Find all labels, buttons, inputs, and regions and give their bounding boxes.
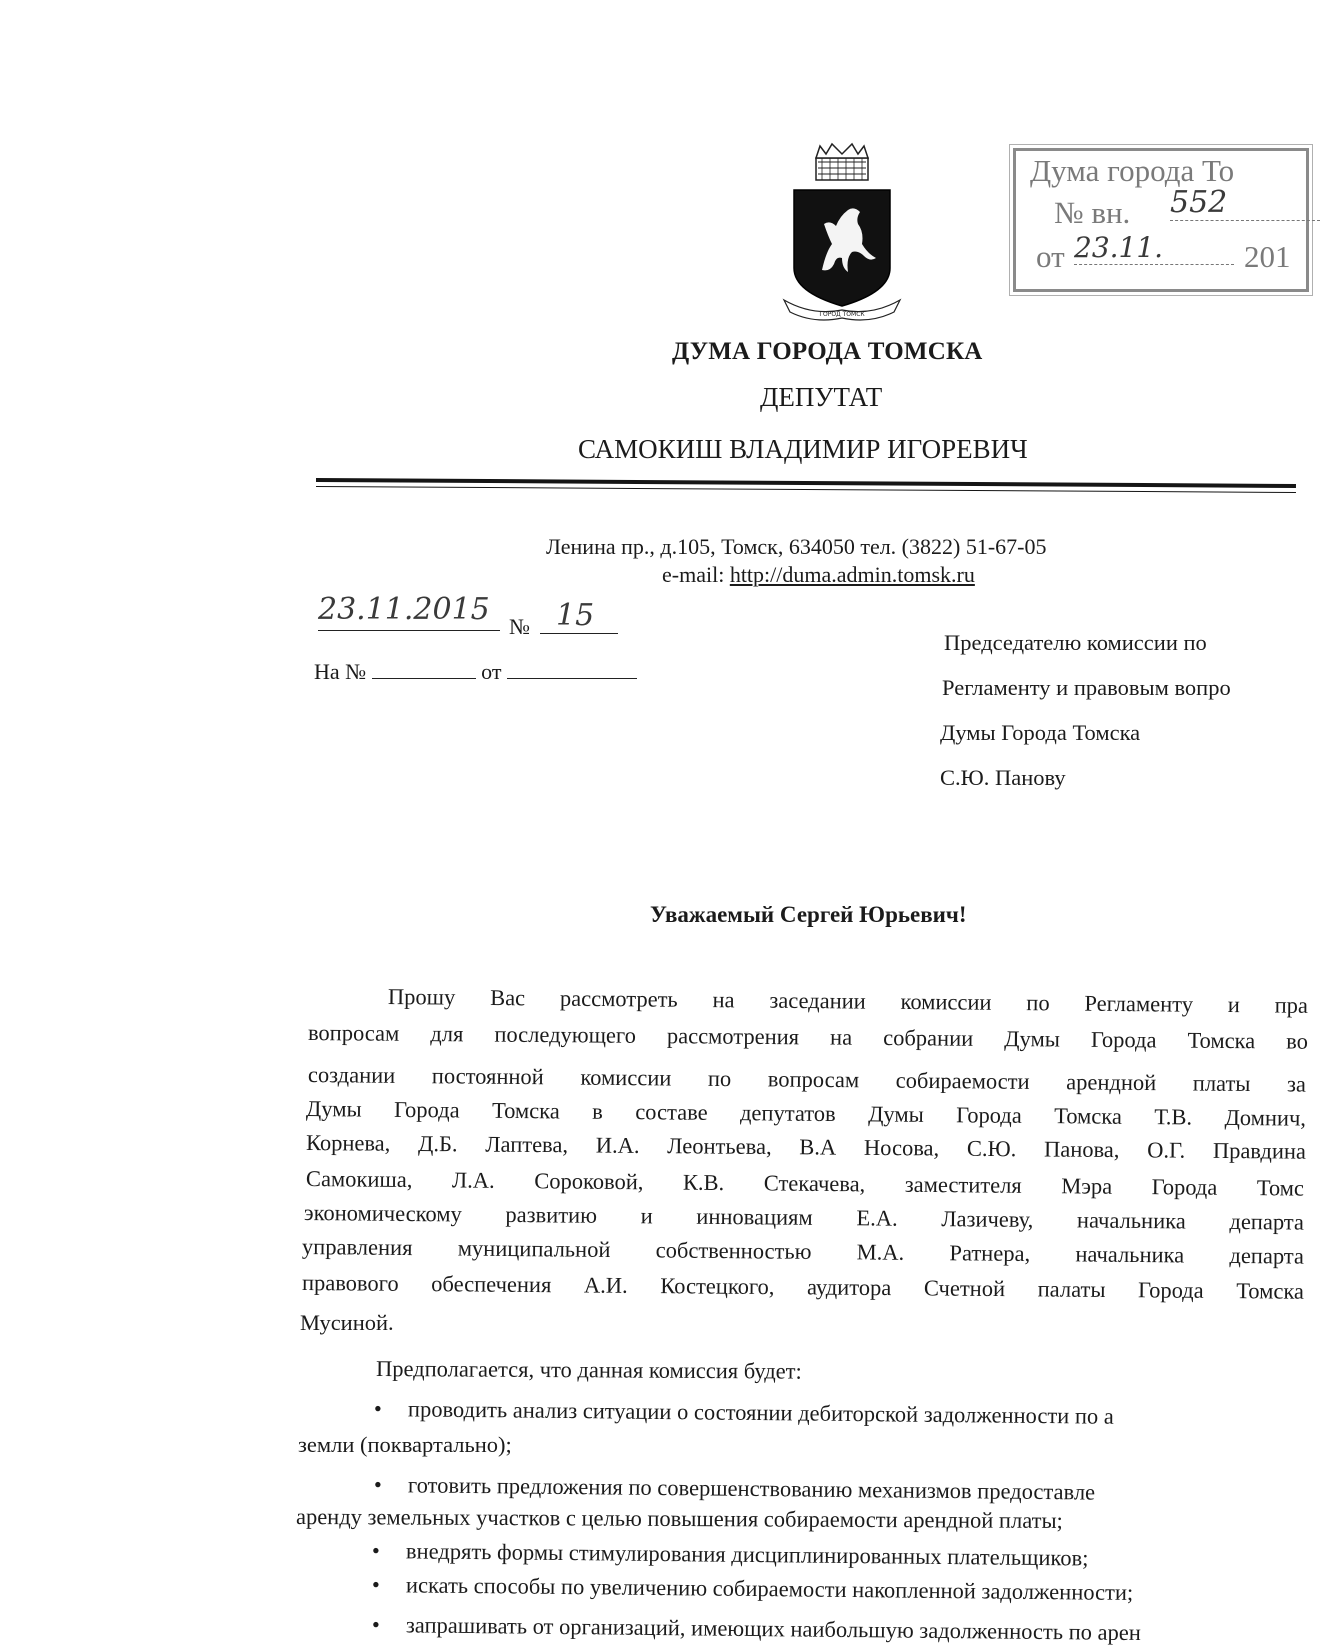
bullet-2-continuation: аренду земельных участков с целью повышения собираемости арендной платы; [295, 1504, 1063, 1534]
reply-label: На № [314, 659, 367, 684]
bullet-dot: • [371, 1572, 381, 1598]
outgoing-number: 15 [540, 598, 618, 634]
deputy-name: САМОКИШ ВЛАДИМИР ИГОРЕВИЧ [578, 434, 1028, 464]
reply-from-label: от [481, 659, 502, 684]
role-title: ДЕПУТАТ [760, 382, 883, 412]
stamp-date-value: 23.11. [1074, 231, 1234, 265]
bullet-1-continuation: земли (поквартально); [298, 1432, 512, 1457]
coat-of-arms [782, 140, 902, 320]
reply-row [314, 658, 637, 685]
stamp-year: 201 [1244, 239, 1291, 274]
bullet-1: • проводить анализ ситуации о состоянии дебиторской задолженности по а [373, 1396, 1114, 1429]
bullet-4: • искать способы по увеличению собираемости накопленной задолженности; [371, 1572, 1134, 1605]
addressee-line-2: Регламенту и правовым вопро [942, 675, 1231, 700]
email-label: e-mail: [662, 562, 725, 587]
bullet-3: • внедрять формы стимулирования дисциплинированных плательщиков; [371, 1538, 1089, 1571]
outgoing-number-sign: № [509, 614, 530, 639]
paragraph1-line-8: управления муниципальной собственностью М.А. Ратнера, начальника департа [301, 1234, 1305, 1269]
bullet-dot: • [373, 1396, 383, 1422]
paragraph2-intro: Предполагается, что данная комиссия будет: [375, 1356, 802, 1384]
bullet-2: • готовить предложения по совершенствованию механизмов предоставле [373, 1472, 1096, 1505]
bullet-5: • запрашивать от организаций, имеющих наибольшую задолженность по арен [371, 1612, 1142, 1646]
paragraph1-line-6: Самокиша, Л.А. Сороковой, К.В. Стекачева, заместителя Мэра Города Томс [305, 1166, 1305, 1201]
addressee-line-1: Председателю комиссии по [944, 630, 1207, 655]
paragraph1-line-9: правового обеспечения А.И. Костецкого, аудитора Счетной палаты Города Томска [301, 1270, 1305, 1304]
paragraph1-line-3: создании постоянной комиссии по вопросам собираемости арендной платы за [307, 1062, 1307, 1097]
address-line: Ленина пр., д.105, Томск, 634050 тел. (3822) 51-67-05 [546, 534, 1047, 559]
stamp-date-prefix: от [1036, 239, 1065, 274]
reply-date-blank [507, 658, 637, 679]
paragraph1-line-2: вопросам для последующего рассмотрения на собрании Думы Города Томска во [307, 1020, 1309, 1054]
greeting: Уважаемый Сергей Юрьевич! [650, 902, 967, 927]
stamp-number-label: № вн. [1054, 195, 1131, 230]
stamp-number-value: 552 [1170, 185, 1320, 221]
paragraph1-line-10: Мусиной. [300, 1310, 394, 1335]
email-row [662, 562, 975, 588]
paragraph1-line-1: Прошу Вас рассмотреть на заседании комиссии по Регламенту и пра [387, 984, 1309, 1018]
bullet-dot: • [371, 1538, 381, 1564]
stamp-title: Дума города То [1030, 153, 1235, 188]
tomsk-coat-of-arms-icon [782, 140, 902, 320]
paragraph1-line-7: экономическому развитию и инновациям Е.А. Лазичеву, начальника департа [303, 1200, 1305, 1235]
registration-stamp [1013, 148, 1309, 292]
email-link[interactable]: http://duma.admin.tomsk.ru [729, 562, 975, 587]
bullet-dot: • [373, 1472, 383, 1498]
addressee-line-3: Думы Города Томска [940, 720, 1141, 745]
reply-number-blank [372, 658, 476, 679]
paragraph1-line-5: Корнева, Д.Б. Лаптева, И.А. Леонтьева, В.А Носова, С.Ю. Панова, О.Г. Правдина [305, 1130, 1307, 1164]
bullet-dot: • [371, 1612, 381, 1638]
addressee-line-4: С.Ю. Панову [940, 765, 1066, 790]
outgoing-date: 23.11.2015 [318, 592, 500, 631]
paragraph1-line-4: Думы Города Томска в составе депутатов Думы Города Томска Т.В. Домнич, [305, 1096, 1307, 1131]
coat-ribbon-text: ГОРОД ТОМСК [819, 311, 865, 318]
org-title: ДУМА ГОРОДА ТОМСКА [672, 338, 983, 365]
